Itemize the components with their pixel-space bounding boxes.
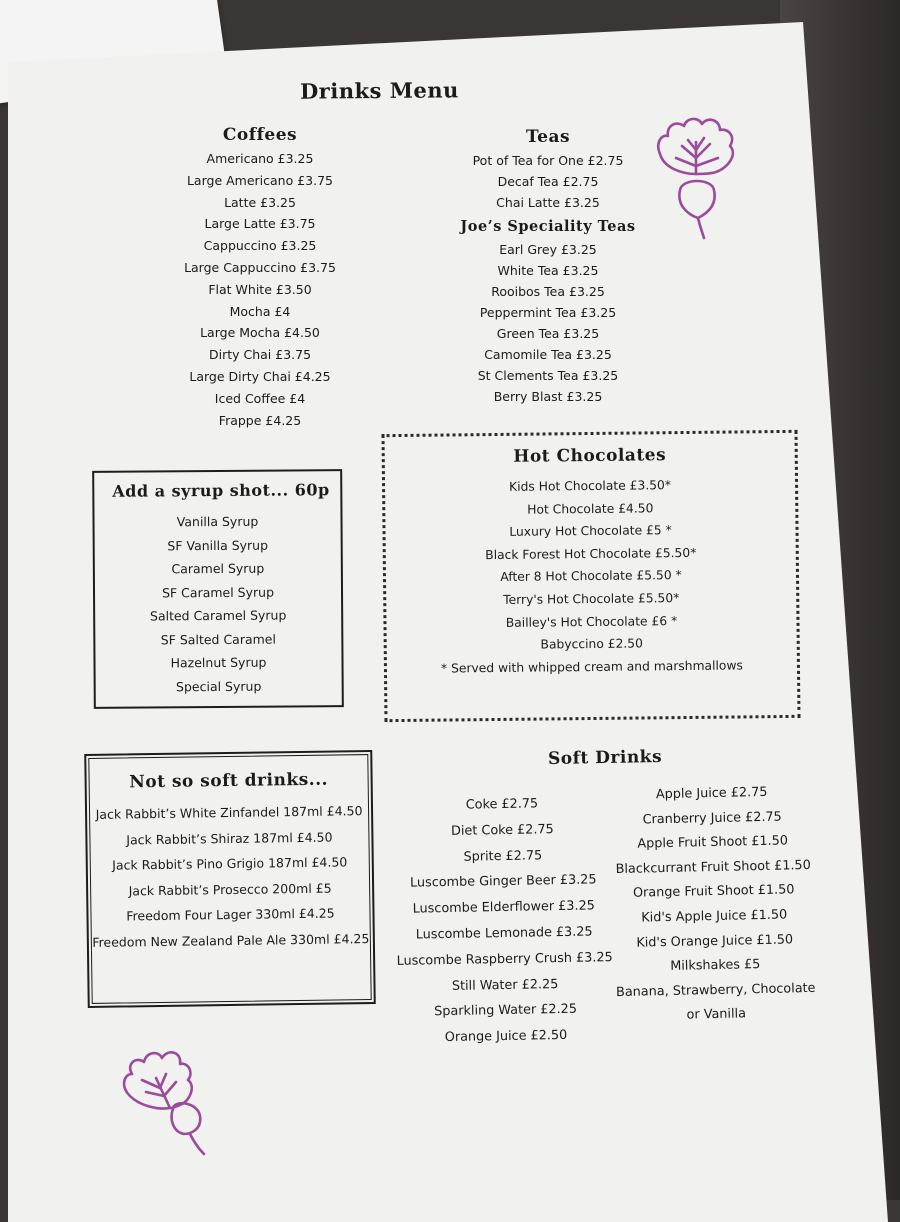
menu-item: St Clements Tea £3.25 [477, 368, 619, 383]
menu-item: Jack Rabbit’s Prosecco 200ml £5 [128, 880, 332, 899]
menu-item: Green Tea £3.25 [496, 326, 600, 341]
coffees-heading: Coffees [222, 125, 298, 145]
menu-item: Camomile Tea £3.25 [484, 347, 612, 362]
menu-item: Coke £2.75 [465, 796, 539, 813]
menu-item: Orange Juice £2.50 [444, 1028, 568, 1046]
menu-item: Vanilla Syrup [176, 513, 259, 530]
menu-item: Blackcurrant Fruit Shoot £1.50 [615, 857, 811, 877]
menu-item: Milkshakes £5 [670, 957, 761, 975]
menu-item: After 8 Hot Chocolate £5.50 * [500, 568, 682, 585]
menu-item: White Tea £3.25 [497, 263, 599, 278]
syrup-list [94, 509, 341, 699]
footnote: * Served with whipped cream and marshmallows [440, 658, 743, 676]
menu-title: Drinks Menu [299, 77, 459, 104]
menu-item: Diet Coke £2.75 [450, 821, 554, 839]
speciality-teas-heading: Joe’s Speciality Teas [460, 218, 636, 235]
menu-item: Luxury Hot Chocolate £5 * [509, 523, 672, 540]
menu-item: Mocha £4 [229, 303, 291, 319]
menu-item: Kids Hot Chocolate £3.50* [509, 478, 672, 494]
menu-item: Black Forest Hot Chocolate £5.50* [485, 545, 697, 562]
menu-item: Salted Caramel Syrup [149, 607, 287, 624]
beetroot-icon [118, 1044, 216, 1160]
menu-item: or Vanilla [686, 1006, 747, 1023]
menu-item: Pot of Tea for One £2.75 [472, 153, 624, 168]
menu-item: Apple Fruit Shoot £1.50 [637, 833, 789, 852]
menu-item: Jack Rabbit’s Shiraz 187ml £4.50 [126, 829, 333, 848]
menu-item: SF Salted Caramel [160, 631, 276, 647]
menu-item: Peppermint Tea £3.25 [479, 305, 617, 320]
menu-item: Luscombe Elderflower £3.25 [412, 898, 595, 917]
menu-item: Banana, Strawberry, Chocolate [615, 980, 816, 1000]
menu-item: Luscombe Ginger Beer £3.25 [409, 872, 597, 892]
soft-drinks-left-column [388, 790, 620, 1052]
menu-item: Chai Latte £3.25 [496, 195, 600, 210]
soft-drinks-heading: Soft Drinks [547, 747, 663, 769]
not-so-soft-list [87, 798, 373, 956]
menu-item: Still Water £2.25 [451, 976, 559, 994]
menu-item: SF Caramel Syrup [162, 584, 275, 600]
menu-item: Terry's Hot Chocolate £5.50* [503, 591, 680, 607]
menu-item: Babyccino £2.50 [540, 636, 644, 652]
menu-item: Jack Rabbit’s Pino Grigio 187ml £4.50 [112, 854, 348, 873]
hot-chocolates-box [382, 430, 801, 722]
hot-chocolates-list [385, 473, 797, 681]
hot-chocolates-heading: Hot Chocolates [513, 445, 667, 467]
syrup-box [92, 469, 344, 709]
menu-item: Kid's Orange Juice £1.50 [636, 931, 794, 951]
menu-item: Cranberry Juice £2.75 [642, 809, 782, 828]
teas-section [448, 124, 648, 407]
menu-item: Large Latte £3.75 [204, 216, 316, 232]
menu-item: Frappe £4.25 [218, 412, 302, 428]
menu-item: Cappuccino £3.25 [203, 238, 317, 254]
menu-item: Flat White £3.50 [208, 281, 312, 297]
menu-item: Hazelnut Syrup [170, 654, 267, 671]
syrup-heading: Add a syrup shot... 60p [112, 480, 330, 501]
menu-item: Large Americano £3.75 [186, 172, 334, 188]
menu-item: Apple Juice £2.75 [655, 784, 768, 803]
menu-item: Freedom Four Lager 330ml £4.25 [126, 905, 335, 924]
menu-item: Special Syrup [175, 678, 262, 694]
menu-item: Americano £3.25 [206, 151, 314, 166]
coffees-section [170, 122, 350, 431]
not-so-soft-drinks-box [84, 750, 376, 1008]
menu-item: Luscombe Lemonade £3.25 [415, 924, 593, 943]
menu-item: Latte £3.25 [224, 194, 296, 210]
menu-item: Iced Coffee £4 [214, 390, 306, 406]
menu-item: Orange Fruit Shoot £1.50 [632, 882, 795, 902]
menu-item: Jack Rabbit’s White Zinfandel 187ml £4.50 [95, 803, 363, 822]
menu-item: Bailley's Hot Chocolate £6 * [505, 613, 678, 630]
menu-item: Luscombe Raspberry Crush £3.25 [396, 949, 613, 969]
menu-item: Hot Chocolate £4.50 [527, 500, 654, 517]
beetroot-icon [652, 112, 740, 242]
menu-item: Freedom New Zealand Pale Ale 330ml £4.25 [92, 931, 370, 950]
menu-item: SF Vanilla Syrup [167, 537, 269, 553]
not-so-soft-heading: Not so soft drinks... [129, 769, 329, 793]
menu-item: Dirty Chai £3.75 [208, 347, 312, 363]
menu-item: Large Dirty Chai £4.25 [189, 368, 331, 384]
menu-item: Decaf Tea £2.75 [497, 174, 599, 189]
menu-item: Earl Grey £3.25 [499, 242, 597, 257]
menu-item: Kid's Apple Juice £1.50 [641, 907, 788, 926]
menu-item: Large Mocha £4.50 [200, 325, 320, 341]
menu-item: Rooibos Tea £3.25 [491, 284, 605, 299]
menu-item: Berry Blast £3.25 [493, 389, 603, 404]
menu-item: Large Cappuccino £3.75 [184, 259, 336, 275]
soft-drinks-right-column [601, 780, 826, 1030]
menu-item: Caramel Syrup [171, 560, 265, 577]
menu-item: Sprite £2.75 [463, 847, 543, 865]
teas-heading: Teas [525, 127, 571, 147]
menu-item: Sparkling Water £2.25 [434, 1002, 578, 1020]
